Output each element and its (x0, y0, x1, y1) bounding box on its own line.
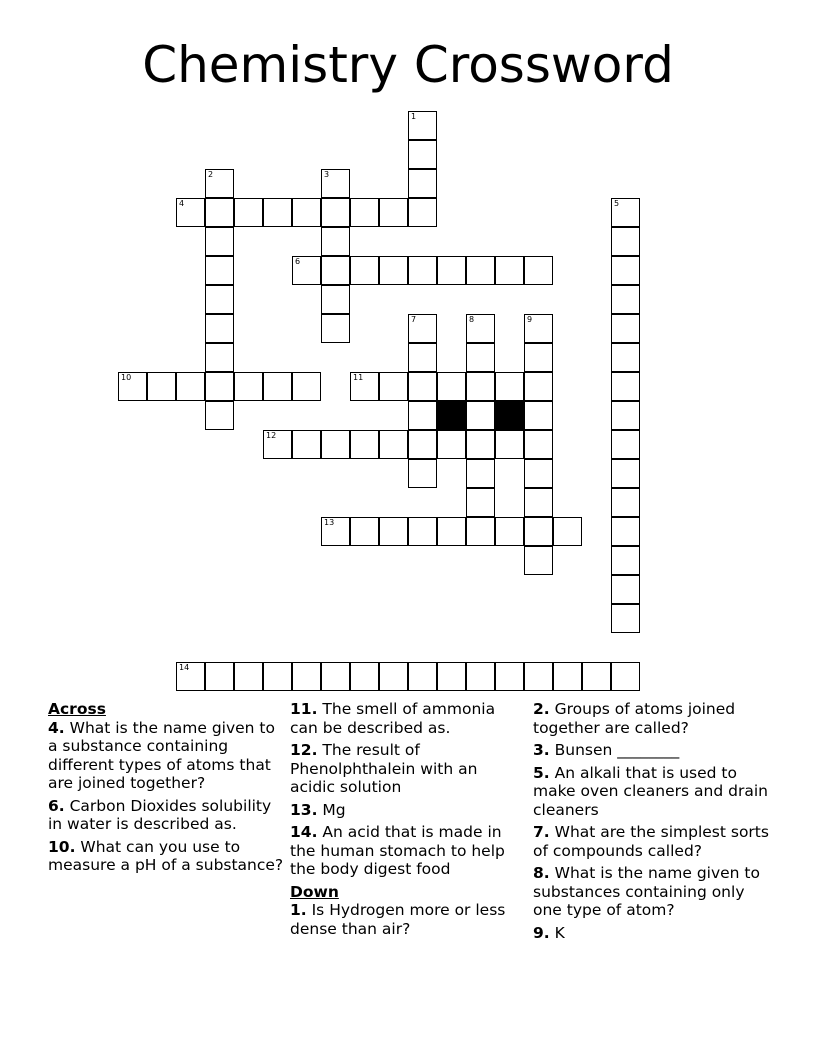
clue-item (533, 700, 769, 737)
grid-cell[interactable] (611, 198, 640, 227)
grid-cell[interactable] (408, 314, 437, 343)
grid-cell[interactable] (408, 430, 437, 459)
grid-cell[interactable] (205, 285, 234, 314)
clue-number-label: 6. (48, 796, 65, 815)
grid-cell[interactable] (611, 546, 640, 575)
clue-text: What is the name given to a substance containing different types of atoms that are joined together? (48, 718, 275, 792)
grid-cell[interactable] (437, 662, 466, 691)
grid-cell[interactable] (350, 662, 379, 691)
grid-cell[interactable] (408, 140, 437, 169)
grid-cell[interactable] (611, 314, 640, 343)
grid-cell[interactable] (408, 343, 437, 372)
clue-text: What are the simplest sorts of compounds called? (533, 823, 769, 860)
grid-cell[interactable] (118, 372, 147, 401)
across-clue-list (48, 719, 284, 875)
clue-text: Mg (317, 800, 346, 819)
clue-number-label: 5. (533, 763, 550, 782)
grid-cell[interactable] (408, 198, 437, 227)
grid-cell[interactable] (582, 662, 611, 691)
clue-item (533, 823, 769, 860)
clue-text: Is Hydrogen more or less dense than air? (290, 901, 506, 938)
grid-cell[interactable] (466, 314, 495, 343)
grid-cell[interactable] (611, 488, 640, 517)
clue-text: What is the name given to substances containing only one type of atom? (533, 864, 760, 919)
clue-item (533, 764, 769, 820)
grid-cell[interactable] (437, 430, 466, 459)
grid-cell[interactable] (553, 662, 582, 691)
grid-cell[interactable] (350, 198, 379, 227)
grid-cell[interactable] (524, 430, 553, 459)
grid-cell[interactable] (263, 430, 292, 459)
grid-cell[interactable] (524, 517, 553, 546)
grid-cell[interactable] (408, 256, 437, 285)
clue-number-label: 11. (290, 700, 318, 718)
black-cell (437, 401, 466, 430)
grid-cell[interactable] (408, 111, 437, 140)
clue-number: 5 (614, 199, 620, 208)
grid-cell[interactable] (321, 198, 350, 227)
grid-cell[interactable] (205, 198, 234, 227)
grid-cell[interactable] (379, 372, 408, 401)
clue-number: 6 (295, 257, 301, 266)
grid-cell[interactable] (292, 256, 321, 285)
grid-cell[interactable] (379, 517, 408, 546)
grid-cell[interactable] (379, 662, 408, 691)
clue-number: 10 (121, 373, 132, 382)
grid-cell[interactable] (466, 662, 495, 691)
clue-number: 3 (324, 170, 330, 179)
grid-cell[interactable] (321, 227, 350, 256)
grid-cell[interactable] (611, 517, 640, 546)
black-cell (495, 401, 524, 430)
grid-cell[interactable] (321, 662, 350, 691)
grid-cell[interactable] (321, 169, 350, 198)
clue-text: Carbon Dioxides solubility in water is described as. (48, 796, 272, 833)
grid-cell[interactable] (466, 401, 495, 430)
clue-number-label: 9. (533, 923, 550, 942)
grid-cell[interactable] (611, 256, 640, 285)
grid-cell[interactable] (611, 430, 640, 459)
clue-number: 1 (411, 112, 417, 121)
clue-column-2 (290, 700, 526, 942)
grid-cell[interactable] (437, 372, 466, 401)
grid-cell[interactable] (234, 198, 263, 227)
clue-item (290, 823, 526, 879)
clue-number-label: 4. (48, 718, 65, 737)
grid-cell[interactable] (437, 256, 466, 285)
grid-cell[interactable] (205, 314, 234, 343)
grid-cell[interactable] (234, 662, 263, 691)
grid-cell[interactable] (524, 372, 553, 401)
clue-number-label: 13. (290, 800, 318, 819)
grid-cell[interactable] (176, 198, 205, 227)
clue-item (290, 741, 526, 797)
clue-text: K (549, 923, 565, 942)
grid-cell[interactable] (495, 256, 524, 285)
grid-cell[interactable] (524, 343, 553, 372)
grid-cell[interactable] (408, 459, 437, 488)
grid-cell[interactable] (611, 662, 640, 691)
clue-text: What can you use to measure a pH of a substance? (48, 837, 284, 874)
grid-cell[interactable] (205, 343, 234, 372)
grid-cell[interactable] (379, 256, 408, 285)
grid-cell[interactable] (379, 198, 408, 227)
grid-cell[interactable] (176, 662, 205, 691)
grid-cell[interactable] (524, 459, 553, 488)
down-clue-list (290, 901, 526, 938)
grid-cell[interactable] (350, 430, 379, 459)
grid-cell[interactable] (495, 662, 524, 691)
grid-cell[interactable] (205, 401, 234, 430)
grid-cell[interactable] (292, 662, 321, 691)
clue-item (290, 700, 526, 737)
clue-number: 2 (208, 170, 214, 179)
grid-cell[interactable] (147, 372, 176, 401)
clue-item (48, 838, 284, 875)
grid-cell[interactable] (321, 517, 350, 546)
grid-cell[interactable] (466, 459, 495, 488)
grid-cell[interactable] (263, 198, 292, 227)
down-clue-list-continued (533, 700, 769, 942)
grid-cell[interactable] (495, 517, 524, 546)
clue-item (533, 864, 769, 920)
grid-cell[interactable] (263, 372, 292, 401)
grid-cell[interactable] (553, 517, 582, 546)
clue-text: Groups of atoms joined together are called? (533, 700, 736, 737)
clue-column-1 (48, 700, 284, 879)
clue-item (48, 719, 284, 793)
grid-cell[interactable] (408, 517, 437, 546)
grid-cell[interactable] (350, 517, 379, 546)
grid-cell[interactable] (466, 343, 495, 372)
clue-item (533, 741, 769, 760)
clue-number-label: 3. (533, 741, 550, 759)
grid-cell[interactable] (292, 198, 321, 227)
clue-number: 12 (266, 431, 277, 440)
grid-cell[interactable] (466, 372, 495, 401)
grid-cell[interactable] (321, 314, 350, 343)
grid-cell[interactable] (205, 372, 234, 401)
grid-cell[interactable] (524, 256, 553, 285)
across-clue-list-continued (290, 700, 526, 879)
grid-cell[interactable] (205, 662, 234, 691)
grid-cell[interactable] (524, 314, 553, 343)
clue-number-label: 1. (290, 901, 307, 919)
clue-number: 13 (324, 518, 335, 527)
clue-number-label: 14. (290, 823, 318, 841)
clue-number: 14 (179, 663, 190, 672)
clue-text: An acid that is made in the human stomach to help the body digest food (290, 823, 505, 878)
clue-number: 9 (527, 315, 533, 324)
grid-cell[interactable] (176, 372, 205, 401)
clue-item (533, 924, 769, 943)
grid-cell[interactable] (611, 343, 640, 372)
grid-cell[interactable] (466, 430, 495, 459)
grid-cell[interactable] (263, 662, 292, 691)
clue-number-label: 10. (48, 837, 76, 856)
grid-cell[interactable] (466, 488, 495, 517)
across-header: Across (48, 700, 106, 718)
clue-text: The result of Phenolphthalein with an acidic solution (290, 741, 478, 796)
grid-cell[interactable] (234, 372, 263, 401)
grid-cell[interactable] (466, 256, 495, 285)
grid-cell[interactable] (611, 575, 640, 604)
clue-number: 4 (179, 199, 185, 208)
grid-cell[interactable] (611, 285, 640, 314)
grid-cell[interactable] (408, 662, 437, 691)
clue-number-label: 8. (533, 864, 550, 882)
clue-item (290, 901, 526, 938)
grid-cell[interactable] (524, 662, 553, 691)
grid-cell[interactable] (321, 430, 350, 459)
clue-number: 11 (353, 373, 364, 382)
clue-number-label: 7. (533, 823, 550, 841)
grid-cell[interactable] (408, 169, 437, 198)
grid-cell[interactable] (466, 517, 495, 546)
grid-cell[interactable] (292, 372, 321, 401)
grid-cell[interactable] (350, 372, 379, 401)
grid-cell[interactable] (205, 256, 234, 285)
clue-text: Bunsen ________ (549, 741, 680, 759)
grid-cell[interactable] (611, 401, 640, 430)
grid-cell[interactable] (495, 430, 524, 459)
grid-cell[interactable] (611, 372, 640, 401)
grid-cell[interactable] (611, 459, 640, 488)
clue-column-3 (533, 700, 769, 946)
grid-cell[interactable] (408, 372, 437, 401)
clue-text: An alkali that is used to make oven cleaners and drain cleaners (533, 763, 768, 819)
grid-cell[interactable] (205, 169, 234, 198)
clue-item (48, 797, 284, 834)
down-header: Down (290, 882, 339, 901)
clue-text: The smell of ammonia can be described as. (290, 700, 496, 737)
grid-cell[interactable] (524, 546, 553, 575)
grid-cell[interactable] (495, 372, 524, 401)
grid-cell[interactable] (292, 430, 321, 459)
grid-cell[interactable] (524, 488, 553, 517)
grid-cell[interactable] (524, 401, 553, 430)
grid-cell[interactable] (611, 604, 640, 633)
clue-number: 8 (469, 315, 475, 324)
grid-cell[interactable] (205, 227, 234, 256)
clue-number: 7 (411, 315, 417, 324)
grid-cell[interactable] (321, 256, 350, 285)
clue-item (290, 801, 526, 820)
grid-cell[interactable] (350, 256, 379, 285)
grid-cell[interactable] (408, 401, 437, 430)
clue-number-label: 12. (290, 741, 318, 759)
grid-cell[interactable] (379, 430, 408, 459)
page-title: Chemistry Crossword (142, 36, 674, 94)
grid-cell[interactable] (437, 517, 466, 546)
grid-cell[interactable] (611, 227, 640, 256)
clue-number-label: 2. (533, 700, 550, 718)
grid-cell[interactable] (321, 285, 350, 314)
